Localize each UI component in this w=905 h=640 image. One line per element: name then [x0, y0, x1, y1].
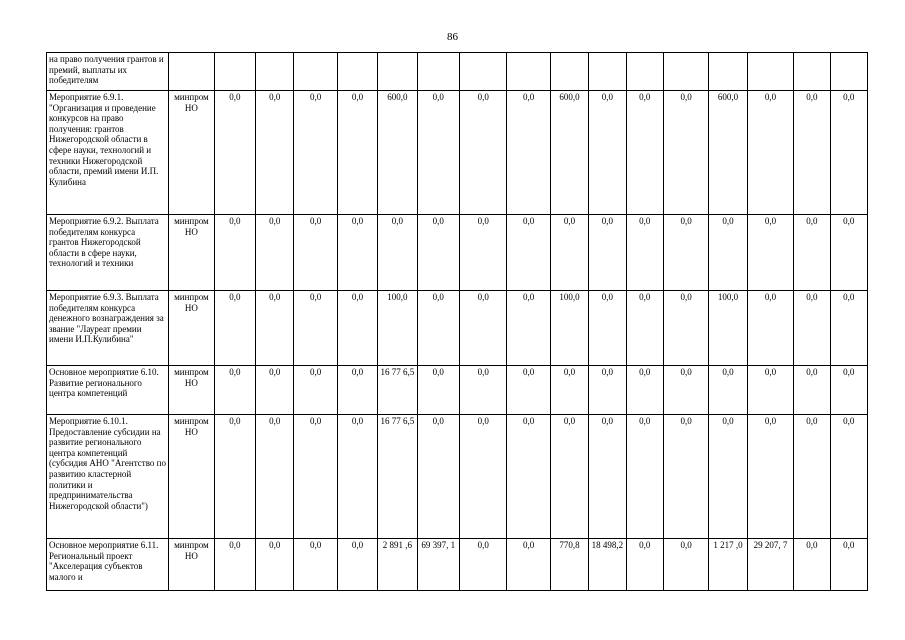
value-cell: 0,0 — [294, 291, 337, 366]
value-cell — [417, 53, 459, 91]
value-cell: 16 77 6,5 — [378, 366, 417, 415]
value-cell: 0,0 — [256, 91, 294, 215]
value-cell: 0,0 — [459, 539, 506, 591]
value-cell: 0,0 — [214, 291, 255, 366]
value-cell: 16 77 6,5 — [378, 415, 417, 539]
executor-cell — [169, 53, 214, 91]
activity-description-cell: Мероприятие 6.9.2. Выплата победителям конкурса грантов Нижегородской области в сфере науки, технологий и техники — [47, 215, 169, 291]
value-cell: 0,0 — [747, 215, 793, 291]
value-cell: 0,0 — [794, 291, 830, 366]
value-cell: 0,0 — [830, 366, 868, 415]
value-cell: 0,0 — [663, 366, 708, 415]
value-cell: 0,0 — [589, 91, 626, 215]
value-cell: 0,0 — [747, 366, 793, 415]
value-cell: 0,0 — [830, 215, 868, 291]
value-cell: 2 891 ,6 — [378, 539, 417, 591]
activity-description-cell: Основное мероприятие 6.11. Региональный проект "Акселерация субъектов малого и — [47, 539, 169, 591]
value-cell — [507, 53, 550, 91]
value-cell: 0,0 — [794, 539, 830, 591]
value-cell: 0,0 — [337, 415, 377, 539]
table-row — [47, 91, 868, 215]
value-cell: 0,0 — [214, 415, 255, 539]
activity-description-cell: Мероприятие 6.9.1. "Организация и проведение конкурсов на право получения: грантов Нижегородской области в сфере науки, технологий и техники Нижегородской области, премий имени И.П. Кулибина — [47, 91, 169, 215]
value-cell — [626, 53, 663, 91]
value-cell: 0,0 — [550, 366, 588, 415]
value-cell: 0,0 — [256, 291, 294, 366]
value-cell: 0,0 — [459, 291, 506, 366]
value-cell: 0,0 — [214, 215, 255, 291]
value-cell: 0,0 — [214, 539, 255, 591]
value-cell — [337, 53, 377, 91]
value-cell: 0,0 — [459, 366, 506, 415]
value-cell: 69 397, 1 — [417, 539, 459, 591]
value-cell — [663, 53, 708, 91]
value-cell: 0,0 — [256, 215, 294, 291]
executor-cell: минпром НО — [169, 215, 214, 291]
value-cell: 0,0 — [747, 415, 793, 539]
value-cell: 0,0 — [459, 415, 506, 539]
value-cell: 0,0 — [294, 215, 337, 291]
value-cell: 0,0 — [589, 415, 626, 539]
value-cell: 0,0 — [626, 291, 663, 366]
value-cell: 0,0 — [663, 291, 708, 366]
value-cell: 600,0 — [709, 91, 747, 215]
value-cell — [747, 53, 793, 91]
value-cell — [709, 53, 747, 91]
value-cell: 0,0 — [459, 91, 506, 215]
value-cell: 0,0 — [663, 539, 708, 591]
value-cell: 0,0 — [709, 415, 747, 539]
value-cell: 100,0 — [550, 291, 588, 366]
table-row — [47, 215, 868, 291]
executor-cell: минпром НО — [169, 539, 214, 591]
executor-cell: минпром НО — [169, 366, 214, 415]
activity-description-cell: Мероприятие 6.9.3. Выплата победителям конкурса денежного вознаграждения за звание "Лауреат премии имени И.П.Кулибина" — [47, 291, 169, 366]
value-cell: 0,0 — [589, 366, 626, 415]
value-cell: 0,0 — [589, 291, 626, 366]
value-cell — [550, 53, 588, 91]
value-cell: 770,8 — [550, 539, 588, 591]
value-cell: 0,0 — [214, 91, 255, 215]
value-cell: 0,0 — [256, 539, 294, 591]
activity-description-cell: Мероприятие 6.10.1. Предоставление субсидии на развитие регионального центра компетенций (субсидия АНО "Агентство по развитию кластерной политики и предпринимательства Нижегородской области") — [47, 415, 169, 539]
value-cell: 0,0 — [294, 539, 337, 591]
value-cell: 0,0 — [830, 415, 868, 539]
value-cell: 0,0 — [830, 291, 868, 366]
activity-description-cell: Основное мероприятие 6.10. Развитие регионального центра компетенций — [47, 366, 169, 415]
value-cell: 0,0 — [709, 366, 747, 415]
value-cell: 0,0 — [663, 415, 708, 539]
value-cell: 0,0 — [417, 291, 459, 366]
value-cell: 100,0 — [709, 291, 747, 366]
value-cell: 0,0 — [337, 291, 377, 366]
value-cell: 0,0 — [794, 366, 830, 415]
value-cell: 0,0 — [507, 539, 550, 591]
value-cell: 0,0 — [794, 415, 830, 539]
value-cell: 0,0 — [214, 366, 255, 415]
value-cell: 0,0 — [589, 215, 626, 291]
value-cell — [589, 53, 626, 91]
table-row — [47, 53, 868, 91]
value-cell: 0,0 — [663, 215, 708, 291]
value-cell: 1 217 ,0 — [709, 539, 747, 591]
value-cell: 29 207, 7 — [747, 539, 793, 591]
value-cell: 0,0 — [507, 366, 550, 415]
value-cell — [459, 53, 506, 91]
value-cell: 0,0 — [507, 415, 550, 539]
activity-description-cell: на право получения грантов и премий, выплаты их победителям — [47, 53, 169, 91]
value-cell: 18 498,2 — [589, 539, 626, 591]
value-cell: 0,0 — [294, 366, 337, 415]
value-cell: 0,0 — [709, 215, 747, 291]
value-cell: 600,0 — [378, 91, 417, 215]
table-row — [47, 539, 868, 591]
value-cell: 0,0 — [256, 366, 294, 415]
value-cell: 0,0 — [550, 415, 588, 539]
value-cell: 0,0 — [830, 539, 868, 591]
executor-cell: минпром НО — [169, 291, 214, 366]
value-cell — [256, 53, 294, 91]
value-cell: 0,0 — [794, 215, 830, 291]
value-cell: 0,0 — [626, 366, 663, 415]
value-cell: 0,0 — [550, 215, 588, 291]
value-cell: 0,0 — [747, 91, 793, 215]
table-row — [47, 415, 868, 539]
value-cell: 0,0 — [294, 91, 337, 215]
value-cell: 0,0 — [417, 91, 459, 215]
value-cell: 0,0 — [337, 366, 377, 415]
value-cell: 0,0 — [337, 539, 377, 591]
value-cell: 0,0 — [626, 415, 663, 539]
executor-cell: минпром НО — [169, 415, 214, 539]
table-row — [47, 291, 868, 366]
value-cell: 0,0 — [378, 215, 417, 291]
value-cell: 0,0 — [626, 215, 663, 291]
value-cell — [214, 53, 255, 91]
value-cell: 0,0 — [507, 91, 550, 215]
value-cell: 0,0 — [794, 91, 830, 215]
value-cell: 0,0 — [626, 91, 663, 215]
executor-cell: минпром НО — [169, 91, 214, 215]
value-cell: 600,0 — [550, 91, 588, 215]
value-cell: 0,0 — [256, 415, 294, 539]
value-cell: 0,0 — [417, 366, 459, 415]
value-cell: 0,0 — [417, 415, 459, 539]
value-cell: 0,0 — [337, 91, 377, 215]
value-cell: 100,0 — [378, 291, 417, 366]
budget-table — [46, 52, 868, 591]
value-cell — [378, 53, 417, 91]
value-cell — [830, 53, 868, 91]
value-cell — [294, 53, 337, 91]
value-cell: 0,0 — [417, 215, 459, 291]
value-cell: 0,0 — [747, 291, 793, 366]
page-number: 86 — [447, 31, 458, 43]
table-row — [47, 366, 868, 415]
value-cell — [794, 53, 830, 91]
value-cell: 0,0 — [626, 539, 663, 591]
table-body — [47, 53, 868, 591]
value-cell: 0,0 — [507, 215, 550, 291]
value-cell: 0,0 — [337, 215, 377, 291]
value-cell: 0,0 — [507, 291, 550, 366]
value-cell: 0,0 — [663, 91, 708, 215]
value-cell: 0,0 — [459, 215, 506, 291]
value-cell: 0,0 — [830, 91, 868, 215]
value-cell: 0,0 — [294, 415, 337, 539]
